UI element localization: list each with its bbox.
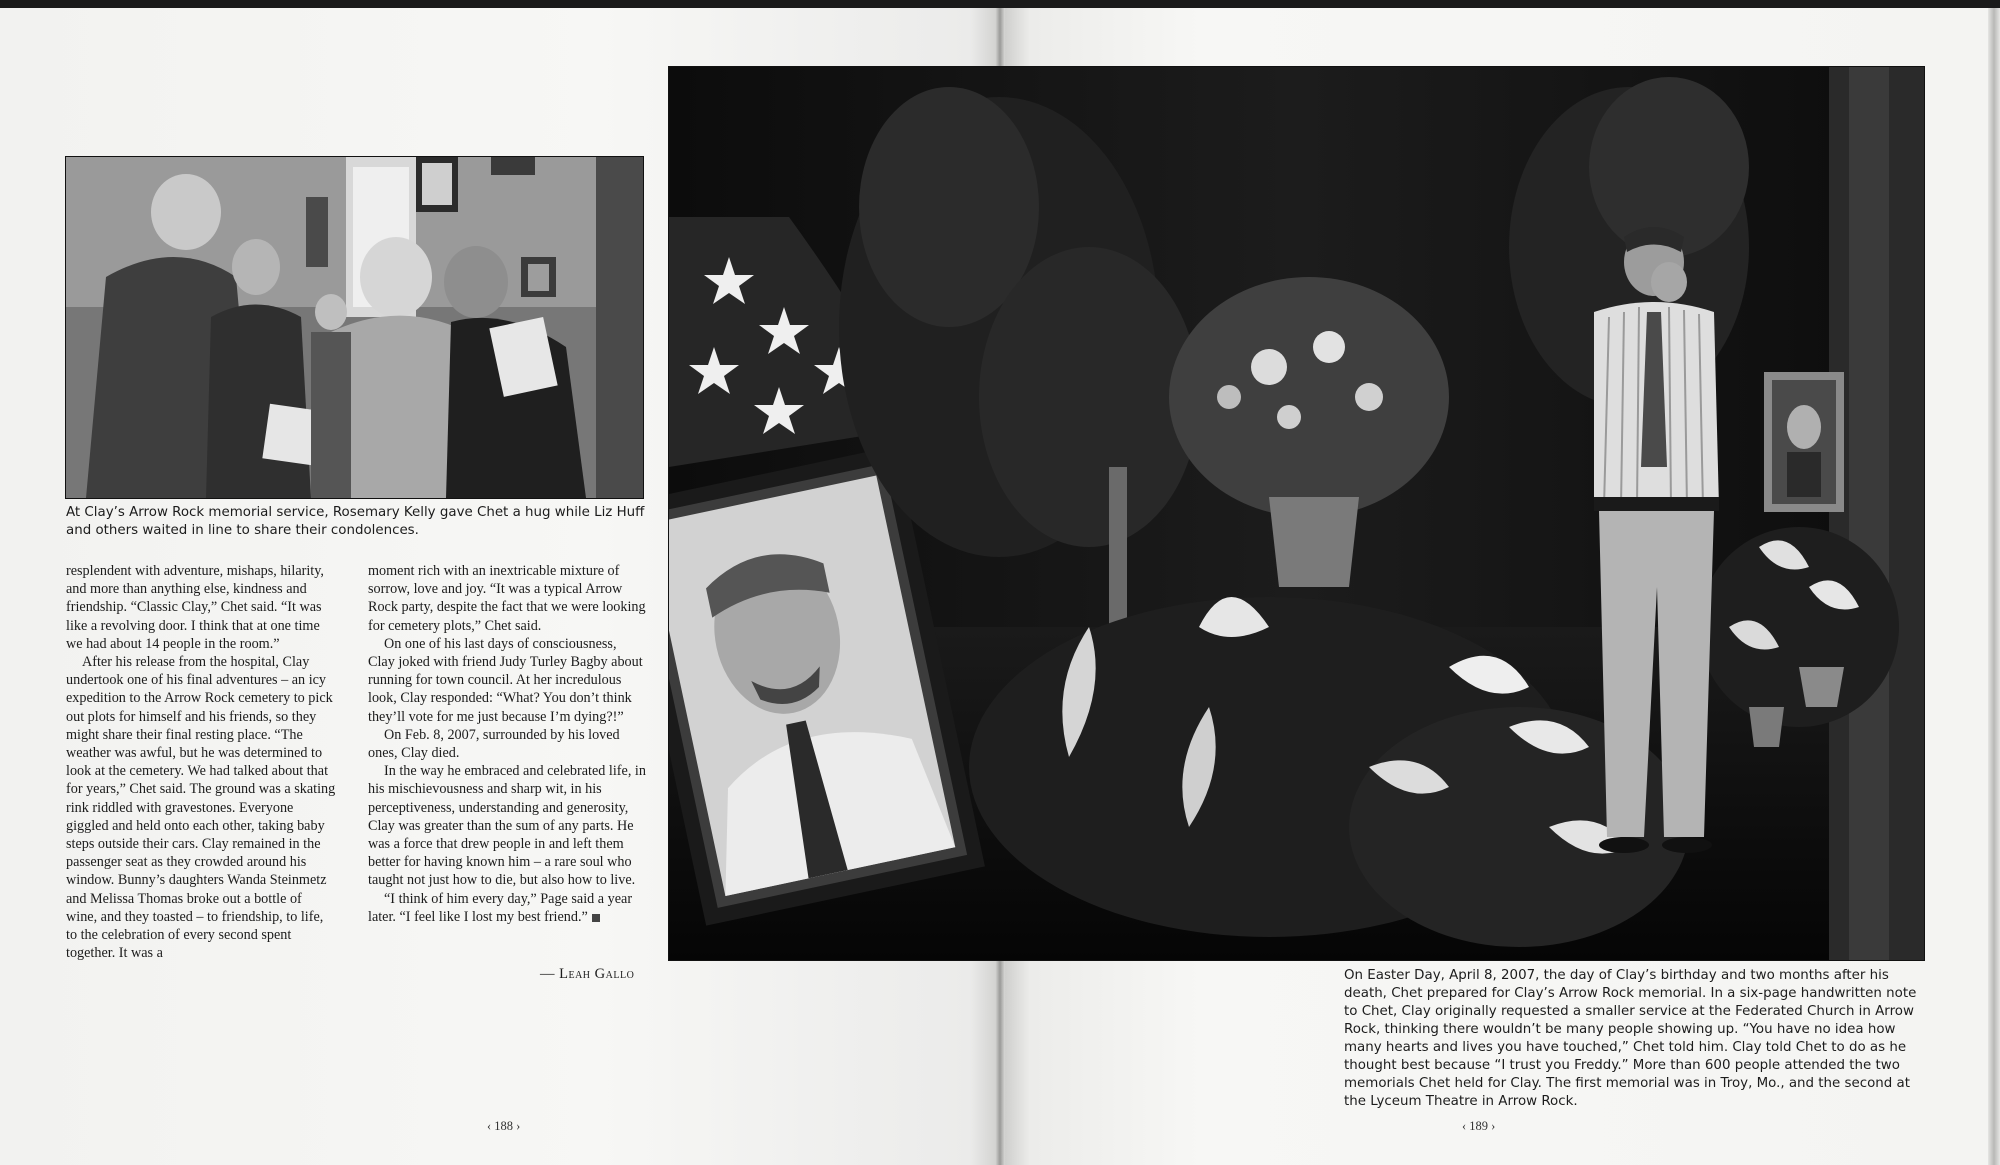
- memorial-preparation-photo: [668, 66, 1925, 961]
- right-photo-caption: On Easter Day, April 8, 2007, the day of Clay’s birthday and two months after his death, Chet prepared for Clay’s Arrow Rock memorial. In a six-page handwritten note to Chet, Clay originally requested a smaller service at the Federated Church in Arrow Rock, thinking there wouldn’t be many people showing up. “You have no idea how many hearts and lives you have touched,” Chet told him. Clay told Chet to do as he thought best because “I trust you Freddy.” More than 600 people attended the two memorials Chet held for Clay. The first memorial was in Troy, Mo., and the second at the Lyceum Theatre in Arrow Rock.: [1344, 968, 1917, 1109]
- body-paragraph: On Feb. 8, 2007, surrounded by his loved ones, Clay died.: [368, 726, 620, 762]
- body-column-2: [368, 562, 646, 926]
- byline: [540, 966, 634, 983]
- body-paragraph: On one of his last days of consciousness, Clay joked with friend Judy Turley Bagby about running for town council. At her incredulous look, Clay responded: “What? You don’t think they’ll vote for me just because I’m dying?!”: [368, 635, 643, 725]
- byline-author: Leah Gallo: [559, 966, 635, 982]
- page-edge: [1988, 8, 2000, 1165]
- byline-dash: —: [540, 966, 560, 982]
- body-paragraph: In the way he embraced and celebrated life, in his mischievousness and sharp wit, in his perceptiveness, understanding and generosity, Clay was greater than the sum of any parts. He was a force that drew people in and left them better for having known him – a rare soul who taught not just how to die, but also how to live.: [368, 763, 646, 889]
- memorial-hug-photo: [65, 156, 644, 499]
- closing-paragraph-text: “I think of him every day,” Page said a year later. “I feel like I lost my best friend.”: [368, 890, 633, 925]
- end-mark-icon: [592, 914, 600, 922]
- left-photo-caption: At Clay’s Arrow Rock memorial service, Rosemary Kelly gave Chet a hug while Liz Huff and others waited in line to share their condolences.: [66, 505, 645, 538]
- body-paragraph: moment rich with an inextricable mixture of sorrow, love and joy. “It was a typical Arrow Rock party, despite the fact that we were looking for cemetery plots,” Chet said.: [368, 563, 646, 634]
- body-column-1: [66, 562, 336, 962]
- body-paragraph: resplendent with adventure, mishaps, hilarity, and more than anything else, kindness and friendship. “Classic Clay,” Chet said. “It was like a revolving door. I think that at one time we had about 14 people in the room.”: [66, 563, 324, 652]
- body-paragraph: After his release from the hospital, Clay undertook one of his final adventures – an icy expedition to the Arrow Rock cemetery to pick out plots for himself and his friends, so they might share their final resting place. “The weather was awful, but he was determined to look at the cemetery. We had talked about that for years,” Chet said. The ground was a skating rink riddled with gravestones. Everyone giggled and held onto each other, taking baby steps outside their cars. Clay remained in the passenger seat as they crowded around his window. Bunny’s daughters Wanda Steinmetz and Melissa Thomas broke out a bottle of wine, and they toasted – to friendship, to life, to the celebration of every second spent together. It was a: [66, 654, 336, 962]
- page-number-left: ‹ 188 ›: [487, 1119, 521, 1133]
- page-number-right: ‹ 189 ›: [1462, 1119, 1496, 1133]
- body-paragraph: [368, 890, 646, 926]
